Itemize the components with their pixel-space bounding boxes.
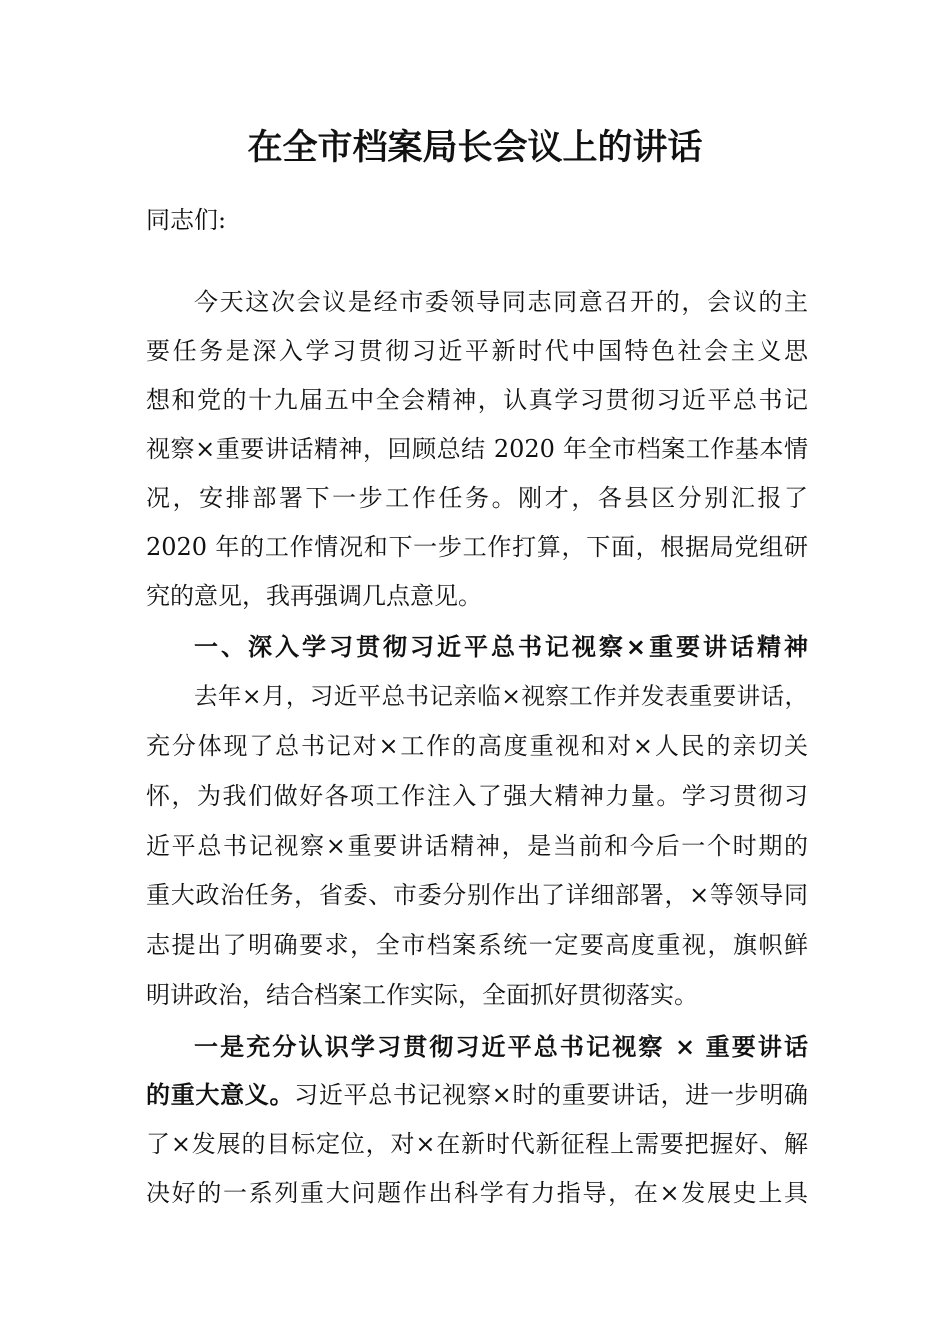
paragraph-line: 去年×月，习近平总书记亲临×视察工作并发表重要讲话，	[194, 682, 808, 710]
paragraph-line: 想和党的十九届五中全会精神，认真学习贯彻习近平总书记	[146, 386, 808, 414]
paragraph-line: 要任务是深入学习贯彻习近平新时代中国特色社会主义思	[146, 337, 808, 365]
paragraph-line: 2020 年的工作情况和下一步工作打算，下面，根据局党组研	[146, 533, 808, 561]
emphasis-lead-end: 的重大意义。	[146, 1080, 295, 1109]
paragraph-line: 视察×重要讲话精神，回顾总结 2020 年全市档案工作基本情	[146, 435, 808, 463]
paragraph-line: 况，安排部署下一步工作任务。刚才，各县区分别汇报了	[146, 484, 808, 512]
paragraph-line: 志提出了明确要求，全市档案系统一定要高度重视，旗帜鲜	[146, 931, 808, 959]
paragraph-line: 怀，为我们做好各项工作注入了强大精神力量。学习贯彻习	[146, 782, 808, 810]
paragraph-line: 了×发展的目标定位，对×在新时代新征程上需要把握好、解	[146, 1130, 808, 1158]
paragraph-line: 明讲政治，结合档案工作实际，全面抓好贯彻落实。	[146, 981, 698, 1009]
paragraph-text: 习近平总书记视察×时的重要讲话，进一步明确	[294, 1081, 809, 1109]
section-heading: 一、深入学习贯彻习近平总书记视察×重要讲话精神	[194, 633, 808, 661]
paragraph-line	[146, 1071, 808, 1119]
document-title: 在全市档案局长会议上的讲话	[247, 127, 703, 168]
paragraph-line: 近平总书记视察×重要讲话精神，是当前和今后一个时期的	[146, 832, 808, 860]
emphasis-lead: 一是充分认识学习贯彻习近平总书记视察 × 重要讲话	[194, 1032, 808, 1061]
salutation: 同志们:	[146, 206, 227, 234]
paragraph-line: 究的意见，我再强调几点意见。	[146, 582, 482, 610]
paragraph-line: 重大政治任务，省委、市委分别作出了详细部署，×等领导同	[146, 881, 808, 909]
paragraph-line: 今天这次会议是经市委领导同志同意召开的，会议的主	[194, 288, 808, 316]
paragraph-line: 决好的一系列重大问题作出科学有力指导，在×发展史上具	[146, 1179, 808, 1207]
paragraph-line: 充分体现了总书记对×工作的高度重视和对×人民的亲切关	[146, 732, 808, 760]
